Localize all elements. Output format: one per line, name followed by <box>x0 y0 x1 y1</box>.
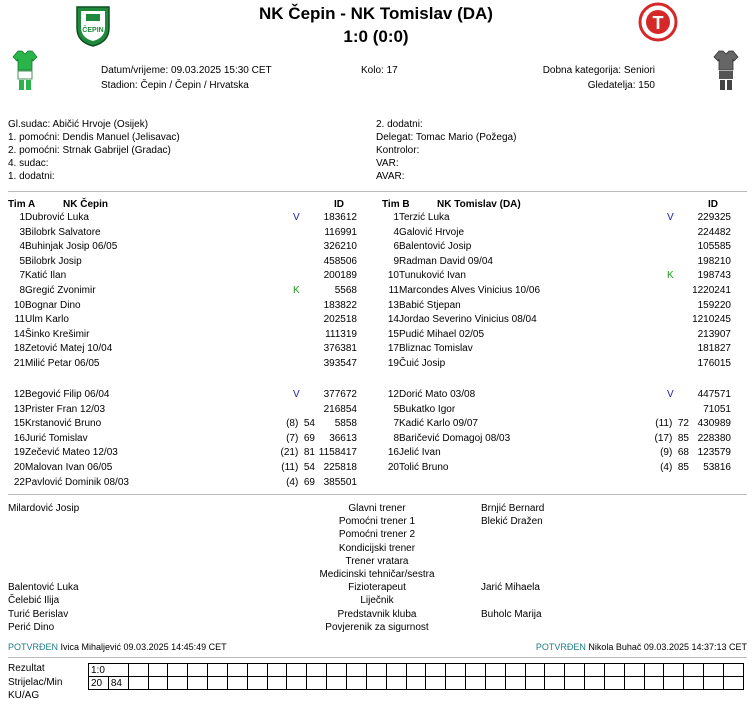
result-grid-cell <box>485 664 505 677</box>
result-grid-cell <box>327 677 347 690</box>
player-id: 123579 <box>697 447 731 459</box>
player-name: Katić Ilan <box>25 270 67 282</box>
player-id: 430989 <box>697 418 731 430</box>
result-grid-cell <box>505 677 525 690</box>
player-id: 105585 <box>697 241 731 253</box>
staff-role: Fizioterapeut <box>348 582 406 594</box>
result-grid-cell <box>327 690 347 703</box>
result-grid-cell <box>128 690 148 703</box>
goalkeeper-mark: V <box>667 389 674 400</box>
player-number: 9 <box>393 255 399 267</box>
result-grid-cell <box>108 690 128 703</box>
result-grid-cell <box>386 690 406 703</box>
player-id: 198743 <box>697 270 731 282</box>
confirm-right <box>536 642 747 652</box>
player-id: 228380 <box>697 432 731 444</box>
match-title: NK Čepin - NK Tomislav (DA) <box>259 4 493 23</box>
result-grid-cell <box>227 677 247 690</box>
substitution-info: (11) 72 <box>655 418 689 430</box>
confirm-left-text: Ivica Mihaljević 09.03.2025 14:45:49 CET <box>60 642 227 652</box>
result-grid-cell <box>644 690 664 703</box>
scorer-label: Strijelac/Min <box>8 677 63 688</box>
player-number: 4 <box>393 226 399 238</box>
result-grid-cell <box>664 690 684 703</box>
result-grid-cell <box>247 677 267 690</box>
result-grid-cell <box>704 677 724 690</box>
confirm-right-text: Nikola Buhač 09.03.2025 14:37:13 CET <box>588 642 747 652</box>
player-id: 71051 <box>703 403 731 415</box>
result-grid-cell <box>724 677 744 690</box>
player-number: 3 <box>19 226 25 238</box>
result-grid-row <box>89 677 744 690</box>
divider <box>8 657 747 658</box>
player-name: Galović Hrvoje <box>399 226 465 238</box>
player-name: Tunuković Ivan <box>399 270 466 282</box>
player-number: 5 <box>393 403 399 415</box>
player-number: 5 <box>19 255 25 267</box>
player-number: 12 <box>387 389 399 400</box>
result-grid-cell <box>565 690 585 703</box>
player-id: 213907 <box>697 328 731 340</box>
result-grid-cell <box>267 677 287 690</box>
result-grid-cell <box>684 690 704 703</box>
player-number: 6 <box>393 241 399 253</box>
result-grid-cell <box>624 664 644 677</box>
away-staff-name: Blekić Dražen <box>481 516 543 528</box>
player-id: 183612 <box>323 212 357 223</box>
player-id: 5568 <box>334 285 357 296</box>
age-category: Dobna kategorija: Seniori <box>542 65 655 76</box>
substitution-info: (9) 68 <box>660 447 689 459</box>
match-datetime: Datum/vrijeme: 09.03.2025 15:30 CET <box>101 65 272 76</box>
player-number: 22 <box>13 476 25 488</box>
player-number: 7 <box>19 270 25 282</box>
player-id: 176015 <box>697 358 731 369</box>
away-crest-text: T <box>652 13 664 33</box>
home-crest-icon <box>74 4 112 48</box>
result-grid-cell <box>227 690 247 703</box>
home-staff-name: Čelebić Ilija <box>8 595 60 607</box>
result-grid-cell <box>208 664 228 677</box>
player-id: 1158417 <box>318 447 357 459</box>
result-grid-cell <box>446 690 466 703</box>
substitution-info: (4) 69 <box>286 476 315 488</box>
staff-role: Kondicijski trener <box>338 542 416 554</box>
result-grid-cell <box>287 690 307 703</box>
staff-role: Trener vratara <box>345 555 409 567</box>
result-grid-cell <box>148 664 168 677</box>
result-grid-cell <box>346 677 366 690</box>
result-grid-cell <box>585 664 605 677</box>
result-grid-cell <box>208 690 228 703</box>
player-name: Zečević Mateo 12/03 <box>25 447 118 459</box>
home-crest-text: ČEPIN <box>82 27 104 34</box>
result-grid-cell <box>466 690 486 703</box>
result-grid-cell <box>724 664 744 677</box>
result-grid-cell <box>188 664 208 677</box>
player-id: 229325 <box>697 212 731 223</box>
player-id: 447571 <box>697 389 731 400</box>
result-grid-cell <box>366 677 386 690</box>
player-name: Kadić Karlo 09/07 <box>399 418 478 430</box>
staff-role: Medicinski tehničar/sestra <box>319 569 435 580</box>
goalkeeper-mark: V <box>667 212 674 223</box>
result-grid-cell <box>565 677 585 690</box>
player-number: 10 <box>13 299 25 311</box>
player-name: Babić Stjepan <box>399 299 461 311</box>
official-line: 2. dodatni: <box>376 119 423 130</box>
official-line: 1. dodatni: <box>8 171 55 182</box>
result-grid-cell <box>565 664 585 677</box>
captain-mark: K <box>667 270 674 282</box>
player-name: Begović Filip 06/04 <box>25 389 110 400</box>
away-crest-icon <box>638 2 678 44</box>
player-number: 21 <box>13 358 25 369</box>
official-line: Gl.sudac: Abičić Hrvoje (Osijek) <box>8 119 149 130</box>
player-id: 202518 <box>323 314 357 326</box>
player-name: Bognar Dino <box>25 299 81 311</box>
player-name: Bilobrk Josip <box>25 255 82 267</box>
official-line: 4. sudac: <box>8 158 49 169</box>
substitution-info: (21) 81 <box>280 447 315 459</box>
player-number: 15 <box>387 328 399 340</box>
player-name: Milić Petar 06/05 <box>25 358 100 369</box>
player-number: 20 <box>387 462 399 473</box>
player-name: Zetović Matej 10/04 <box>25 343 113 355</box>
player-number: 10 <box>387 270 399 282</box>
result-grid-cell <box>704 690 724 703</box>
player-id: 116991 <box>324 226 357 238</box>
result-grid-cell <box>604 677 624 690</box>
player-name: Čuić Josip <box>399 358 446 369</box>
official-line: 1. pomoćni: Dendis Manuel (Jelisavac) <box>8 132 180 143</box>
result-grid-cell <box>426 664 446 677</box>
player-name: Tolić Bruno <box>399 462 449 473</box>
substitution-info: (17) 85 <box>654 432 689 444</box>
result-grid-cell <box>604 664 624 677</box>
result-grid-cell <box>485 690 505 703</box>
substitution-info: (4) 85 <box>660 462 689 473</box>
result-grid-cell <box>366 690 386 703</box>
player-id: 200189 <box>323 270 357 282</box>
result-grid-cell <box>307 690 327 703</box>
player-id: 5858 <box>334 418 357 430</box>
result-grid-cell <box>346 664 366 677</box>
divider <box>8 191 747 192</box>
player-id: 181827 <box>697 343 731 355</box>
player-number: 11 <box>388 285 399 296</box>
team-a-name: NK Čepin <box>63 199 108 210</box>
player-name: Pavlović Dominik 08/03 <box>25 476 129 488</box>
player-id: 1210245 <box>692 314 731 326</box>
match-round: Kolo: 17 <box>361 65 398 76</box>
player-id: 111319 <box>325 328 357 340</box>
result-grid-cell <box>466 664 486 677</box>
team-a-id-header: ID <box>334 199 344 210</box>
result-grid-cell <box>624 677 644 690</box>
player-number: 12 <box>13 389 25 400</box>
spectators: Gledatelja: 150 <box>587 80 655 91</box>
result-grid-cell <box>168 664 188 677</box>
player-name: Gregić Zvonimir <box>25 285 96 296</box>
away-staff-name: Jarić Mihaela <box>481 582 540 594</box>
player-name: Malovan Ivan 06/05 <box>25 462 113 473</box>
result-grid-cell <box>585 690 605 703</box>
confirm-left-label: POTVRĐEN <box>8 642 59 652</box>
player-id: 36613 <box>329 432 357 444</box>
official-line: Delegat: Tomac Mario (Požega) <box>376 132 517 143</box>
result-grid-cell <box>247 690 267 703</box>
home-staff-name: Milardović Josip <box>8 503 80 514</box>
goalkeeper-mark: V <box>293 212 300 223</box>
player-number: 8 <box>393 432 399 444</box>
team-b-label: Tim B <box>382 199 410 210</box>
player-id: 1220241 <box>692 285 731 296</box>
result-label: Rezultat <box>8 663 45 674</box>
player-name: Bilobrk Salvatore <box>25 226 101 238</box>
result-grid-cell <box>148 690 168 703</box>
result-grid-cell <box>664 664 684 677</box>
result-grid-cell <box>525 677 545 690</box>
player-name: Terzić Luka <box>399 212 450 223</box>
staff-role: Liječnik <box>360 595 394 607</box>
player-name: Šinko Krešimir <box>25 328 90 340</box>
staff-role: Predstavnik kluba <box>337 608 417 620</box>
result-grid-cell: 20 <box>89 677 109 690</box>
result-grid-cell <box>406 664 426 677</box>
official-line: 2. pomoćni: Strnak Gabrijel (Gradac) <box>8 145 171 156</box>
team-b-name: NK Tomislav (DA) <box>437 199 521 210</box>
team-a-label: Tim A <box>8 199 36 210</box>
captain-mark: K <box>293 285 300 296</box>
result-grid-cell <box>128 664 148 677</box>
result-grid-cell <box>366 664 386 677</box>
player-number: 11 <box>14 314 25 326</box>
result-grid-cell: 84 <box>108 677 128 690</box>
result-grid-cell <box>208 677 228 690</box>
player-id: 326210 <box>323 241 357 253</box>
player-number: 19 <box>387 358 399 369</box>
result-grid-cell <box>307 664 327 677</box>
result-grid-row <box>89 664 744 677</box>
result-grid-cell <box>505 690 525 703</box>
player-id: 159220 <box>697 299 731 311</box>
player-number: 14 <box>387 314 399 326</box>
player-number: 16 <box>387 447 399 459</box>
away-staff-name: Brnjić Bernard <box>481 503 545 514</box>
result-grid-cell <box>684 664 704 677</box>
player-name: Jordao Severino Vinicius 08/04 <box>399 314 537 326</box>
result-grid-cell <box>446 664 466 677</box>
player-id: 216854 <box>323 403 357 415</box>
result-grid <box>88 663 744 703</box>
result-grid-cell <box>287 677 307 690</box>
player-name: Jelić Ivan <box>399 447 441 459</box>
result-grid-cell <box>168 677 188 690</box>
player-number: 8 <box>19 285 25 296</box>
player-id: 393547 <box>323 358 357 369</box>
official-line: AVAR: <box>376 171 405 182</box>
result-grid-row <box>89 690 744 703</box>
player-id: 385501 <box>323 476 357 488</box>
result-grid-cell <box>644 664 664 677</box>
result-grid-cell <box>446 677 466 690</box>
result-grid-cell <box>585 677 605 690</box>
result-grid-cell <box>128 677 148 690</box>
result-grid-cell <box>604 690 624 703</box>
player-number: 1 <box>393 212 399 223</box>
player-number: 20 <box>13 462 25 473</box>
goalkeeper-mark: V <box>293 389 300 400</box>
result-grid-cell <box>188 690 208 703</box>
player-name: Prister Fran 12/03 <box>25 403 106 415</box>
result-grid-cell <box>664 677 684 690</box>
player-number: 1 <box>19 212 25 223</box>
away-staff-name: Buholc Marija <box>481 608 542 620</box>
player-id: 377672 <box>323 389 357 400</box>
match-score: 1:0 (0:0) <box>343 27 409 46</box>
official-line: Kontrolor: <box>376 145 420 156</box>
result-grid-cell <box>267 690 287 703</box>
confirm-right-label: POTVRĐEN <box>535 642 586 652</box>
staff-role: Glavni trener <box>348 503 406 514</box>
player-id: 376381 <box>323 343 357 355</box>
result-grid-cell <box>148 677 168 690</box>
result-grid-cell <box>386 664 406 677</box>
player-number: 19 <box>13 447 25 459</box>
divider <box>8 494 747 495</box>
player-name: Krstanović Bruno <box>25 418 102 430</box>
away-kit-icon <box>713 50 739 92</box>
player-name: Bliznac Tomislav <box>399 343 473 355</box>
player-number: 4 <box>19 241 25 253</box>
player-number: 13 <box>387 299 399 311</box>
player-name: Dorić Mato 03/08 <box>399 389 476 400</box>
player-number: 7 <box>393 418 399 430</box>
substitution-info: (8) 54 <box>286 418 315 430</box>
staff-role: Pomoćni trener 2 <box>338 529 416 541</box>
player-number: 14 <box>13 328 25 340</box>
result-grid-cell <box>724 690 744 703</box>
player-number: 16 <box>13 432 25 444</box>
result-grid-cell <box>89 690 109 703</box>
player-number: 17 <box>387 343 399 355</box>
player-number: 15 <box>13 418 25 430</box>
official-line: VAR: <box>376 158 399 169</box>
player-id: 224482 <box>697 226 731 238</box>
result-grid-cell <box>327 664 347 677</box>
home-staff-name: Balentović Luka <box>8 582 79 594</box>
result-grid-cell: 1:0 <box>89 664 129 677</box>
result-grid-cell <box>406 677 426 690</box>
player-name: Pudić Mihael 02/05 <box>399 328 485 340</box>
home-kit-icon <box>12 50 38 92</box>
home-staff-name: Turić Berislav <box>8 608 69 620</box>
result-grid-cell <box>545 664 565 677</box>
result-grid-cell <box>307 677 327 690</box>
result-grid-cell <box>505 664 525 677</box>
player-name: Jurić Tomislav <box>25 432 88 444</box>
player-name: Ulm Karlo <box>25 314 69 326</box>
result-grid-cell <box>346 690 366 703</box>
substitution-info: (11) 54 <box>281 462 315 473</box>
result-grid-cell <box>545 677 565 690</box>
result-grid-cell <box>426 690 446 703</box>
player-name: Balentović Josip <box>399 241 472 253</box>
player-id: 458506 <box>323 255 357 267</box>
player-number: 13 <box>13 403 25 415</box>
match-stadium: Stadion: Čepin / Čepin / Hrvatska <box>101 80 249 91</box>
result-grid-cell <box>287 664 307 677</box>
result-grid-cell <box>406 690 426 703</box>
player-name: Bukatko Igor <box>399 403 456 415</box>
substitution-info: (7) 69 <box>286 432 315 444</box>
result-grid-cell <box>525 664 545 677</box>
player-id: 198210 <box>697 255 731 267</box>
player-name: Buhinjak Josip 06/05 <box>25 241 118 253</box>
result-grid-cell <box>386 677 406 690</box>
player-name: Radman David 09/04 <box>399 255 493 267</box>
ku-ag-label: KU/AG <box>8 690 40 701</box>
player-number: 18 <box>13 343 25 355</box>
result-grid-cell <box>704 664 724 677</box>
result-grid-cell <box>684 677 704 690</box>
player-id: 53816 <box>703 462 731 473</box>
player-name: Marcondes Alves Vinicius 10/06 <box>399 285 541 296</box>
player-id: 183822 <box>323 299 357 311</box>
result-grid-cell <box>227 664 247 677</box>
result-grid-cell <box>525 690 545 703</box>
player-name: Baričević Domagoj 08/03 <box>399 432 511 444</box>
result-grid-cell <box>644 677 664 690</box>
result-grid-cell <box>624 690 644 703</box>
staff-role: Pomoćni trener 1 <box>338 516 416 528</box>
result-grid-cell <box>168 690 188 703</box>
result-grid-cell <box>267 664 287 677</box>
team-b-id-header: ID <box>708 199 718 210</box>
player-name: Dubrović Luka <box>25 212 89 223</box>
player-id: 225818 <box>323 462 357 473</box>
home-staff-name: Perić Dino <box>8 621 55 633</box>
confirm-left <box>8 642 227 652</box>
staff-role: Povjerenik za sigurnost <box>325 621 429 633</box>
result-grid-cell <box>545 690 565 703</box>
result-grid-cell <box>247 664 267 677</box>
result-grid-cell <box>188 677 208 690</box>
result-grid-cell <box>466 677 486 690</box>
result-grid-cell <box>426 677 446 690</box>
result-grid-cell <box>485 677 505 690</box>
